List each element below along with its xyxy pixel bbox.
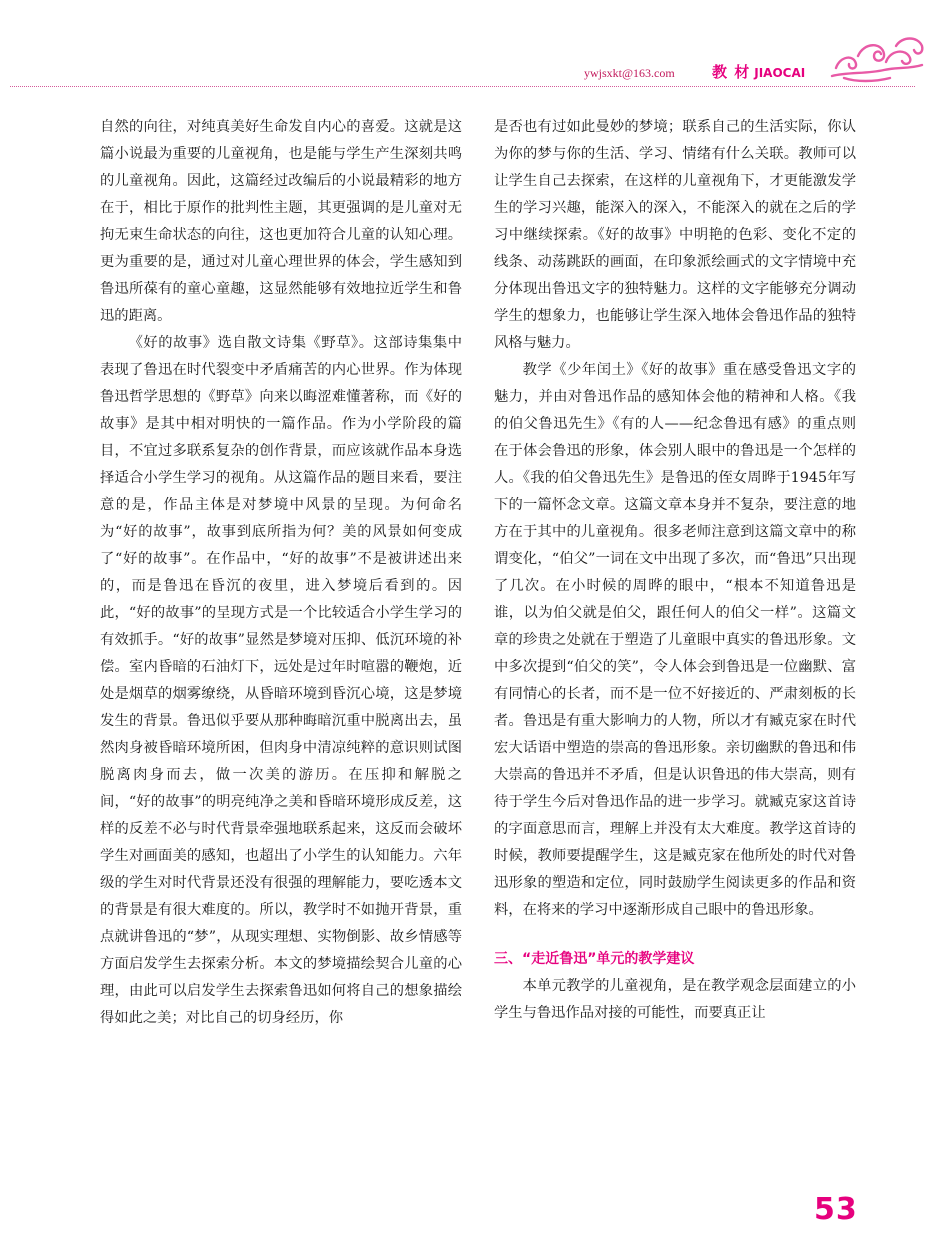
cloud-swirl-icon bbox=[826, 32, 926, 84]
page-number: 53 bbox=[814, 1192, 858, 1227]
body-paragraph: 《好的故事》选自散文诗集《野草》。这部诗集集中表现了鲁迅在时代裂变中矛盾痛苦的内心世界。作为体现鲁迅哲学思想的《野草》向来以晦涩难懂著称，而《好的故事》是其中相对明快的一篇作品。作为小学阶段的篇目，不宜过多联系复杂的创作背景，而应该就作品本身选择适合小学生学习的视角。从这篇作品的题目来看，要注意的是，作品主体是对梦境中风景的呈现。为何命名为“好的故事”，故事到底所指为何？美的风景如何变成了“好的故事”。在作品中，“好的故事”不是被讲述出来的，而是鲁迅在昏沉的夜里，进入梦境后看到的。因此，“好的故事”的呈现方式是一个比较适合小学生学习的有效抓手。“好的故事”显然是梦境对压抑、低沉环境的补偿。室内昏暗的石油灯下，远处是过年时喧嚣的鞭炮，近处是烟草的烟雾缭绕，从昏暗环境到昏沉心境，这是梦境发生的背景。鲁迅似乎要从那种晦暗沉重中脱离出去，虽然肉身被昏暗环境所困，但肉身中清凉纯粹的意识则试图脱离肉身而去，做一次美的游历。在压抑和解脱之间，“好的故事”的明亮纯净之美和昏暗环境形成反差，这样的反差不必与时代背景牵强地联系起来，这反而会破坏学生对画面美的感知，也超出了小学生的认知能力。六年级的学生对时代背景还没有很强的理解能力，要吃透本文的背景是有很大难度的。所以，教学时不如抛开背景，重点就讲鲁迅的“梦”，从现实理想、实物倒影、故乡情感等方面启发学生去探索分析。本文的梦境描绘契合儿童的心理，由此可以启发学生去探索鲁迅如何将自己的想象描绘得如此之美；对比自己的切身经历，你 bbox=[100, 335, 462, 1026]
header-divider bbox=[10, 86, 915, 87]
body-paragraph: 本单元教学的儿童视角，是在教学观念层面建立的小学生与鲁迅作品对接的可能性，而要真正让 bbox=[494, 978, 856, 1021]
body-paragraph: 自然的向往，对纯真美好生命发自内心的喜爱。这就是这篇小说最为重要的儿童视角，也是能与学生产生深刻共鸣的儿童视角。因此，这篇经过改编后的小说最精彩的地方在于，相比于原作的批判性主题，其更强调的是儿童对无拘无束生命状态的向往，这也更加符合儿童的认知心理。更为重要的是，通过对儿童心理世界的体会，学生感知到鲁迅所葆有的童心童趣，这显然能够有效地拉近学生和鲁迅的距离。 bbox=[100, 119, 462, 324]
body-paragraph: 是否也有过如此曼妙的梦境；联系自己的生活实际，你认为你的梦与你的生活、学习、情绪有什么关联。教师可以让学生自己去探索，在这样的儿童视角下，才更能激发学生的学习兴趣，能深入的深入，不能深入的就在之后的学习中继续探索。《好的故事》中明艳的色彩、变化不定的线条、动荡跳跃的画面，在印象派绘画式的文字情境中充分体现出鲁迅文字的独特魅力。这样的文字能够充分调动学生的想象力，也能够让学生深入地体会鲁迅作品的独特风格与魅力。 bbox=[494, 119, 856, 351]
right-column bbox=[494, 114, 856, 1027]
header-section-label bbox=[712, 61, 805, 82]
page-header bbox=[0, 0, 950, 100]
header-label-latin: JIAOCAI bbox=[754, 66, 806, 80]
body-paragraph: 教学《少年闰土》《好的故事》重在感受鲁迅文字的魅力，并由对鲁迅作品的感知体会他的精神和人格。《我的伯父鲁迅先生》《有的人——纪念鲁迅有感》的重点则在于体会鲁迅的形象，体会别人眼中的鲁迅是一个怎样的人。《我的伯父鲁迅先生》是鲁迅的侄女周晔于1945年写下的一篇怀念文章。这篇文章本身并不复杂，要注意的地方在于其中的儿童视角。很多老师注意到这篇文章中的称谓变化，“伯父”一词在文中出现了多次，而“鲁迅”只出现了几次。在小时候的周晔的眼中，“根本不知道鲁迅是谁，以为伯父就是伯父，跟任何人的伯父一样”。这篇文章的珍贵之处就在于塑造了儿童眼中真实的鲁迅形象。文中多次提到“伯父的笑”，令人体会到鲁迅是一位幽默、富有同情心的长者，而不是一位不好接近的、严肃刻板的长者。鲁迅是有重大影响力的人物，所以才有臧克家在时代宏大话语中塑造的崇高的鲁迅形象。亲切幽默的鲁迅和伟大崇高的鲁迅并不矛盾，但是认识鲁迅的伟大崇高，则有待于学生今后对鲁迅作品的进一步学习。就臧克家这首诗的字面意思而言，理解上并没有太大难度。教学这首诗的时候，教师要提醒学生，这是臧克家在他所处的时代对鲁迅形象的塑造和定位，同时鼓励学生阅读更多的作品和资料，在将来的学习中逐渐形成自己眼中的鲁迅形象。 bbox=[494, 362, 856, 918]
header-label-chinese: 教 材 bbox=[712, 63, 751, 81]
left-column bbox=[100, 114, 462, 1032]
header-email: ywjsxkt@163.com bbox=[584, 66, 675, 80]
section-heading: 三、“走近鲁迅”单元的教学建议 bbox=[494, 951, 695, 967]
